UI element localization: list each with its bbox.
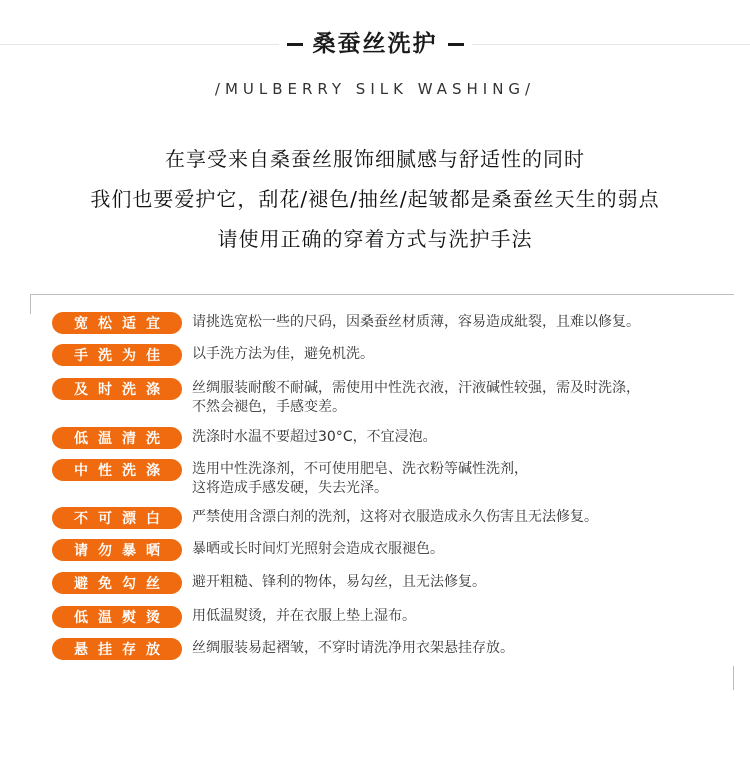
care-tag: 宽松适宜 [52,312,182,334]
care-description-line: 选用中性洗涤剂，不可使用肥皂、洗衣粉等碱性洗剂， [192,461,528,477]
care-description [192,572,732,592]
care-description [192,606,732,626]
panel-top-border [30,294,734,295]
care-description [192,312,732,332]
page-subtitle: /MULBERRY SILK WASHING/ [214,80,536,98]
care-description [192,344,732,364]
care-tag: 低温熨烫 [52,606,182,628]
care-tag: 不可漂白 [52,507,182,529]
care-tag: 避免勾丝 [52,572,182,594]
care-item-no-sun [52,539,732,561]
care-description [192,459,732,498]
care-description-line: 以手洗方法为佳，避免机洗。 [192,346,374,362]
care-tag: 悬挂存放 [52,638,182,660]
care-item-loose-fit [52,312,732,334]
care-description [192,427,732,447]
care-description-line: 请挑选宽松一些的尺码，因桑蚕丝材质薄，容易造成紕裂，且难以修复。 [192,314,640,330]
care-description [192,539,732,559]
care-tag: 中性洗涤 [52,459,182,481]
care-item-avoid-snags [52,572,732,594]
care-description-line: 暴晒或长时间灯光照射会造成衣服褪色。 [192,541,444,557]
care-tag: 手洗为佳 [52,344,182,366]
title-container [279,28,472,60]
care-description-line: 严禁使用含漂白剂的洗剂，这将对衣服造成永久伤害且无法修复。 [192,509,598,525]
page-title: 桑蚕丝洗护 [312,31,438,57]
care-tag: 及时洗涤 [52,378,182,400]
care-tag: 请勿暴晒 [52,539,182,561]
care-description-line: 不然会褪色，手感变差。 [192,399,346,415]
care-description-line: 避开粗糙、锋利的物体，易勾丝，且无法修复。 [192,574,486,590]
care-description [192,378,732,417]
title-left-dash [287,43,303,46]
care-description-line: 洗涤时水温不要超过30°C，不宜浸泡。 [192,429,437,445]
title-right-dash [448,43,464,46]
care-item-no-bleach [52,507,732,529]
care-tag: 低温清洗 [52,427,182,449]
panel-left-border [30,294,31,314]
intro-line-3: 请使用正确的穿着方式与洗护手法 [217,227,533,251]
care-item-low-temp-iron [52,606,732,628]
care-description-line: 这将造成手感发硬，失去光泽。 [192,480,388,496]
panel-right-border [733,666,734,690]
intro-line-1: 在享受来自桑蚕丝服饰细腻感与舒适性的同时 [165,147,585,171]
care-item-low-temp-wash [52,427,732,449]
care-item-timely-wash [52,378,732,417]
care-item-hand-wash [52,344,732,366]
care-item-hang-storage [52,638,732,660]
title-block [0,28,750,60]
intro-line-2: 我们也要爱护它，刮花/褪色/抽丝/起皱都是桑蚕丝天生的弱点 [90,187,660,211]
care-description-line: 丝绸服装易起褶皱，不穿时请洗净用衣架悬挂存放。 [192,640,514,656]
care-description [192,638,732,658]
care-description [192,507,732,527]
care-description-line: 丝绸服装耐酸不耐碱，需使用中性洗衣液，汗液碱性较强，需及时洗涤， [192,380,640,396]
care-item-neutral-detergent [52,459,732,498]
care-description-line: 用低温熨烫，并在衣服上垫上湿布。 [192,608,416,624]
